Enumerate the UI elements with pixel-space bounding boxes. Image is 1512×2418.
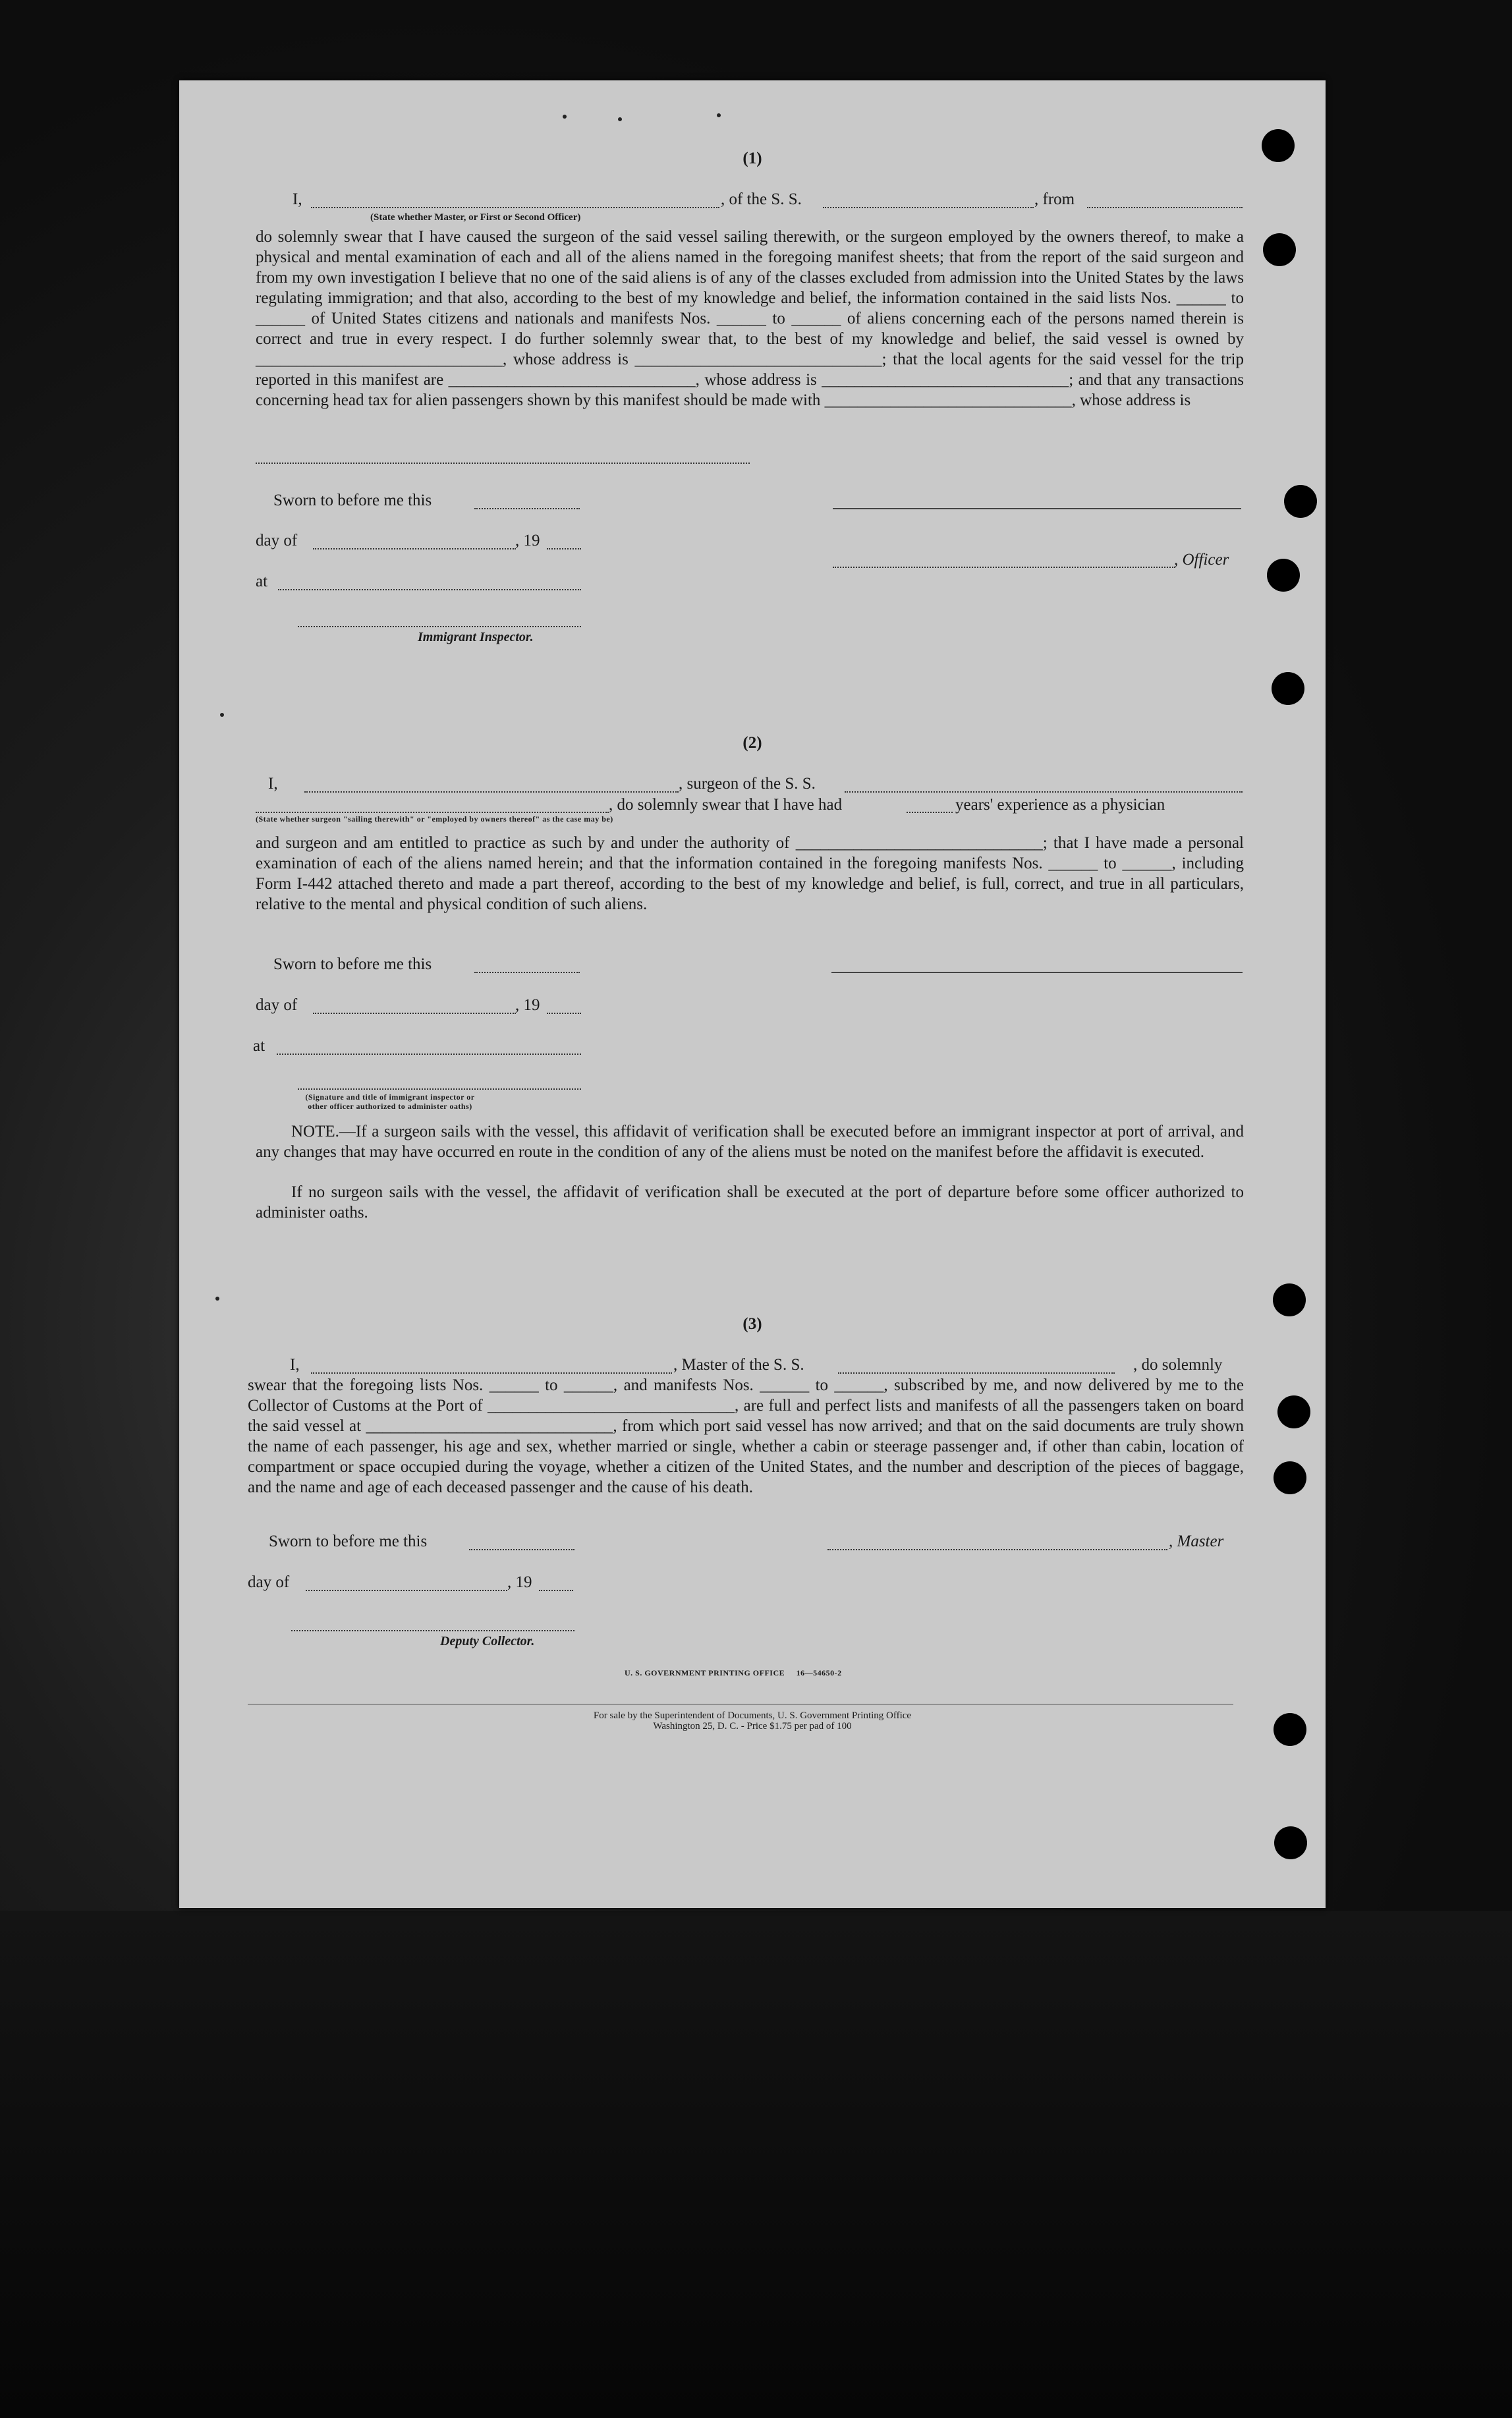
sworn-date-line-3[interactable] <box>469 1549 574 1550</box>
master-name-line[interactable] <box>311 207 719 208</box>
section-3-sworn: Sworn to before me this <box>269 1532 428 1550</box>
section-3-master: , Master <box>1169 1532 1224 1550</box>
sworn-date-line-2[interactable] <box>474 972 580 973</box>
officer-title-line[interactable] <box>833 567 1175 568</box>
section-2-caption: (State whether surgeon "sailing therewith" or "employed by owners thereof" as the case may be) <box>256 814 613 824</box>
from-port-line[interactable] <box>1087 207 1243 208</box>
section-3-year: , 19 <box>507 1573 532 1591</box>
section-2-i-label: I, <box>268 775 278 793</box>
day-line-3[interactable] <box>306 1590 507 1591</box>
section-1-year: , 19 <box>515 532 540 549</box>
document-page <box>179 80 1326 1908</box>
year-line-2[interactable] <box>547 1013 581 1014</box>
section-1-caption: (State whether Master, or First or Second Officer) <box>370 212 581 223</box>
section-3-day-of: day of <box>248 1573 290 1591</box>
inspector-signature-line-2[interactable] <box>298 1088 581 1090</box>
speck <box>618 117 622 121</box>
section-1-body: do solemnly swear that I have caused the surgeon of the said vessel sailing therewith, or the surgeon employed by the owners thereof, to make a physical and mental examination of each and all of the aliens named in the foregoing manifest sheets; that from the report of the said surgeon and from my own investigation I believe that no one of the said aliens is of any of the classes excluded from admission into the United States by the laws regulating immigration; and that also, according to the best of my knowledge and belief, the information contained in the said lists Nos. ______ to ______ of United States citizens and nationals and manifests Nos. ______ to ______ of aliens concerning each of the persons named therein is correct and true in every respect. I do further solemnly swear that, to the best of my knowledge and belief, the said vessel is owned by ______________________________, whose address is ______________________________; that the local agents for the said vessel for the trip reported in this manifest are ______________________________, whose address is ______________________________; and that any transactions concerning head tax for alien passengers shown by this manifest should be made with ______________________________, whose address is <box>256 228 1244 409</box>
section-2-swear-line: , do solemnly swear that I have had <box>609 796 843 814</box>
section-2-note2: If no surgeon sails with the vessel, the affidavit of verification shall be executed at the port of departure before some officer authorized to administer oaths. <box>256 1183 1244 1222</box>
year-line[interactable] <box>547 548 581 549</box>
officer-signature-line[interactable] <box>833 508 1241 509</box>
gpo-imprint: U. S. GOVERNMENT PRINTING OFFICE 16—54650-2 <box>625 1668 842 1677</box>
at-line-2[interactable] <box>277 1054 581 1055</box>
section-1-day-of: day of <box>256 532 298 549</box>
punch-hole <box>1274 1826 1307 1859</box>
section-2-years-line: years' experience as a physician <box>955 796 1165 814</box>
section-2-sworn: Sworn to before me this <box>273 955 432 973</box>
collector-signature-line[interactable] <box>291 1630 574 1631</box>
section-1-inspector: Immigrant Inspector. <box>418 630 534 644</box>
section-1-sworn: Sworn to before me this <box>273 492 432 509</box>
ship-name-line[interactable] <box>823 207 1034 208</box>
section-1-i-label: I, <box>293 190 302 208</box>
punch-hole <box>1267 559 1300 592</box>
section-1-number: (1) <box>742 150 762 167</box>
section-2-body: and surgeon and am entitled to practice as such by and under the authority of ______________________________; that I have made a personal examination of each of the aliens named herein; and that the information contained in the foregoing manifests Nos. ______ to ______, including Form I-442 attached thereto and made a part thereof, according to the best of my knowledge and belief, is full, correct, and true in all particulars, relative to the mental and physical condition of such aliens. <box>256 834 1244 913</box>
day-line[interactable] <box>313 548 516 549</box>
section-2-surgeon-of: , surgeon of the S. S. <box>679 775 816 793</box>
day-line-2[interactable] <box>313 1013 516 1014</box>
inspector-signature-line[interactable] <box>298 626 581 627</box>
punch-hole <box>1277 1395 1310 1428</box>
sale-line-2: Washington 25, D. C. - Price $1.75 per pad of 100 <box>653 1721 852 1731</box>
at-line[interactable] <box>278 589 581 590</box>
surgeon-signature-line[interactable] <box>831 972 1243 973</box>
punch-hole <box>1274 1461 1306 1494</box>
surgeon-name-line[interactable] <box>304 791 679 793</box>
punch-hole <box>1272 672 1304 705</box>
section-3-number: (3) <box>742 1315 762 1333</box>
punch-hole <box>1263 233 1296 266</box>
section-2-number: (2) <box>742 734 762 752</box>
master-name-line-3[interactable] <box>311 1372 672 1374</box>
punch-hole <box>1284 485 1317 518</box>
section-1-officer: , Officer <box>1174 551 1229 569</box>
speck <box>717 113 721 117</box>
section-3-collector: Deputy Collector. <box>440 1634 535 1648</box>
speck <box>220 713 224 717</box>
section-1-from: , from <box>1034 190 1075 208</box>
surgeon-ship-line[interactable] <box>845 791 1243 793</box>
section-3-master-of: , Master of the S. S. <box>673 1356 804 1374</box>
section-3-solemnly: , do solemnly <box>1133 1356 1223 1374</box>
master-ship-line[interactable] <box>838 1372 1115 1374</box>
speck <box>563 115 567 119</box>
section-2-at: at <box>253 1037 266 1055</box>
sale-line-1: For sale by the Superintendent of Documents, U. S. Government Printing Office <box>593 1710 912 1721</box>
section-3-body: swear that the foregoing lists Nos. ______ to ______, and manifests Nos. ______ to ______, subscribed by me, and now delivered by me to the Collector of Customs at the Port of ______________________________, are full and perfect lists and manifests of all the passengers taken on board the said vessel at ______________________________, from which port said vessel has now arrived; and that on the said documents are truly shown the name of each passenger, his age and sex, whether married or single, whether a cabin or steerage passenger and, if other than cabin, location of compartment or space occupied during the voyage, whether a citizen of the United States, and the number and description of the pieces of baggage, and the name and age of each deceased passenger and the cause of his death. <box>248 1376 1244 1496</box>
section-1-of-ss: , of the S. S. <box>721 190 802 208</box>
punch-hole <box>1273 1283 1306 1316</box>
section-1-at: at <box>256 573 268 590</box>
section-2-signature-caption: (Signature and title of immigrant inspector or other officer authorized to administer oaths) <box>305 1092 475 1111</box>
section-3-i-label: I, <box>290 1356 300 1374</box>
section-2-year: , 19 <box>515 996 540 1014</box>
speck <box>215 1297 219 1301</box>
years-line[interactable] <box>907 812 953 813</box>
section-2-note: NOTE.—If a surgeon sails with the vessel, this affidavit of verification shall be executed before an immigrant inspector at port of arrival, and any changes that may have occurred en route in the condition of any of the aliens must be noted on the manifest before the affidavit is executed. <box>256 1123 1244 1161</box>
address-continuation-line[interactable] <box>256 463 750 464</box>
surgeon-status-line[interactable] <box>256 812 609 813</box>
master-signature-line[interactable] <box>827 1549 1167 1550</box>
year-line-3[interactable] <box>539 1590 573 1591</box>
section-2-day-of: day of <box>256 996 298 1014</box>
sworn-date-line[interactable] <box>474 508 580 509</box>
